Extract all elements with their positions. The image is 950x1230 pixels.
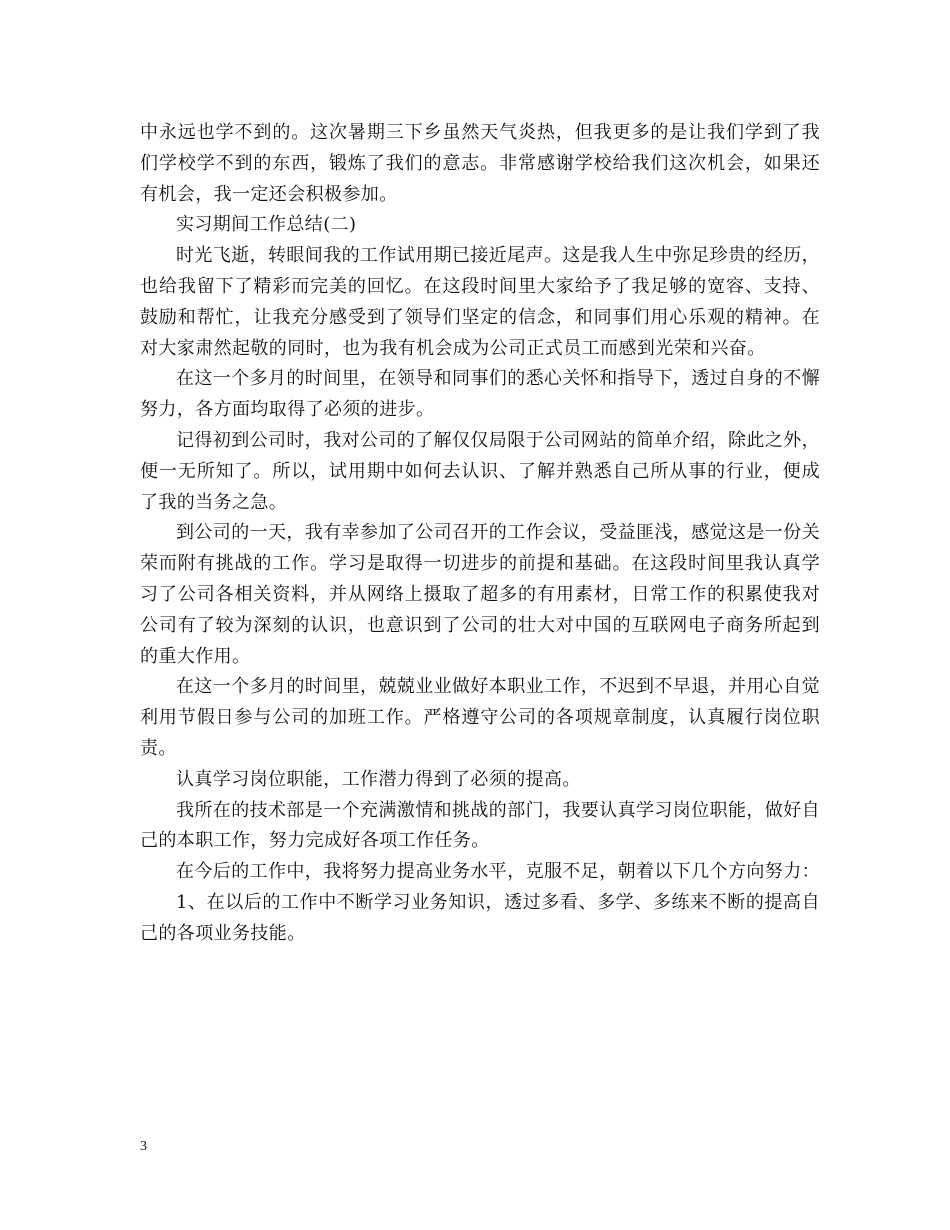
page-number: 3 xyxy=(140,1139,147,1154)
document-body xyxy=(140,118,820,950)
paragraph: 在这一个多月的时间里，在领导和同事们的悉心关怀和指导下，透过自身的不懈努力，各方面均取得了必须的进步。 xyxy=(140,368,820,421)
paragraph: 在这一个多月的时间里，兢兢业业做好本职业工作，不迟到不早退，并用心自觉利用节假日参与公司的加班工作。严格遵守公司的各项规章制度，认真履行岗位职责。 xyxy=(140,676,820,759)
section-heading: 实习期间工作总结(二) xyxy=(176,214,357,236)
paragraph: 记得初到公司时，我对公司的了解仅仅局限于公司网站的简单介绍，除此之外，便一无所知了。所以，试用期中如何去认识、了解并熟悉自己所从事的行业，便成了我的当务之急。 xyxy=(140,429,820,513)
list-item: 1、在以后的工作中不断学习业务知识，透过多看、多学、多练来不断的提高自己的各项业务技能。 xyxy=(140,891,820,944)
paragraph: 在今后的工作中，我将努力提高业务水平，克服不足，朝着以下几个方向努力： xyxy=(176,861,820,883)
paragraph: 时光飞逝，转眼间我的工作试用期已接近尾声。这是我人生中弥足珍贵的经历，也给我留下了精彩而完美的回忆。在这段时间里大家给予了我足够的宽容、支持、鼓励和帮忙，让我充分感受到了领导们坚定的信念，和同事们用心乐观的精神。在对大家肃然起敬的同时，也为我有机会成为公司正式员工而感到光荣和兴奋。 xyxy=(140,245,820,359)
paragraph: 我所在的技术部是一个充满激情和挑战的部门，我要认真学习岗位职能，做好自己的本职工作，努力完成好各项工作任务。 xyxy=(140,799,820,852)
paragraph: 到公司的一天，我有幸参加了公司召开的工作会议，受益匪浅，感觉这是一份关荣而附有挑战的工作。学习是取得一切进步的前提和基础。在这段时间里我认真学习了公司各相关资料，并从网络上摄取了超多的有用素材，日常工作的积累使我对公司有了较为深刻的认识，也意识到了公司的壮大对中国的互联网电子商务所起到的重大作用。 xyxy=(140,522,820,667)
paragraph: 认真学习岗位职能，工作潜力得到了必须的提高。 xyxy=(176,768,581,790)
paragraph-continuation: 中永远也学不到的。这次暑期三下乡虽然天气炎热，但我更多的是让我们学到了我们学校学不到的东西，锻炼了我们的意志。非常感谢学校给我们这次机会，如果还有机会，我一定还会积极参加。 xyxy=(140,122,820,205)
